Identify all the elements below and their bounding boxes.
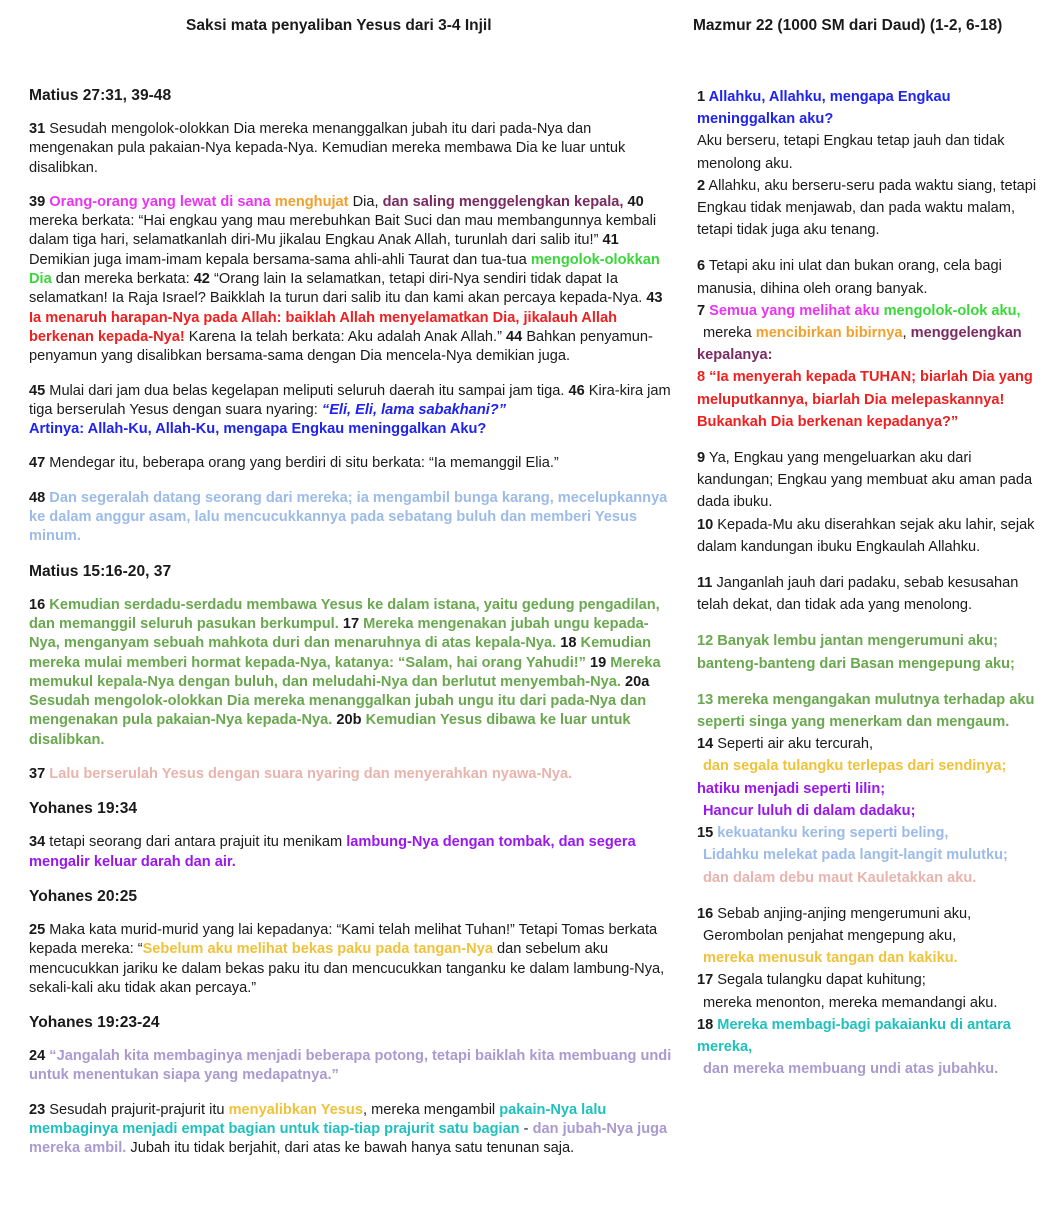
verse-number: 7 xyxy=(697,302,706,319)
verse-highlight: hatiku menjadi seperti lilin; xyxy=(697,780,886,797)
verse-text: Aku berseru, tetapi Engkau tetap jauh dan tidak menolong aku. xyxy=(697,133,1005,172)
paragraph-psalm-12 xyxy=(697,630,1049,674)
verse-number: 18 xyxy=(697,1016,714,1033)
verse-number: 6 xyxy=(697,258,706,275)
verse-highlight: menghujat xyxy=(270,193,349,210)
verse-text: , xyxy=(902,325,911,342)
verse-highlight: dan dalam debu maut Kauletakkan aku. xyxy=(703,869,977,886)
verse-text: Ya, Engkau yang mengeluarkan aku dari kandungan; Engkau yang membuat aku aman pada dada ibuku. xyxy=(697,450,1033,511)
verse-number: 18 xyxy=(556,635,577,652)
right-column-title: Mazmur 22 (1000 SM dari Daud) (1-2, 6-18) xyxy=(693,17,1003,34)
verse-text: dan sebelum aku mencucukkan jariku ke dalam bekas paku itu dan mencucukkan tanganku ke dalam lambung-Nya, sekali-kali aku tidak akan percaya.” xyxy=(29,941,665,996)
paragraph-yohanes-20-25 xyxy=(29,921,674,998)
paragraph-psalm-9-10 xyxy=(697,447,1049,558)
verse-highlight: Mereka membagi-bagi pakaianku di antara mereka, xyxy=(697,1016,1011,1055)
verse-highlight: dan saling menggelengkan kepala, xyxy=(378,193,624,210)
verse-highlight: Mereka memukul kepala-Nya dengan buluh, dan meludahi-Nya dan berlutut menyembah-Nya. xyxy=(29,654,661,690)
verse-text: Sesudah prajurit-prajurit itu xyxy=(45,1101,229,1118)
verse-text: Karena Ia telah berkata: Aku adalah Anak Allah.” xyxy=(184,328,502,345)
paragraph-psalm-16-18 xyxy=(697,903,1049,1081)
verse-number: 13 xyxy=(697,691,714,708)
verse-number: 1 xyxy=(697,89,706,105)
section-title-matius-27: Matius 27:31, 39-48 xyxy=(29,87,172,104)
verse-number: 43 xyxy=(642,290,663,307)
verse-number: 39 xyxy=(29,193,46,210)
verse-text: Mulai dari jam dua belas kegelapan meliputi seluruh daerah itu sampai jam tiga. xyxy=(45,382,565,399)
verse-highlight: mereka mengangakan mulutnya terhadap aku seperti singa yang menerkam dan mengaum. xyxy=(697,691,1035,731)
verse-highlight: Semua yang melihat aku xyxy=(705,302,880,319)
verse-number: 9 xyxy=(697,450,706,467)
left-column-title: Saksi mata penyaliban Yesus dari 3-4 Injil xyxy=(186,17,492,34)
verse-text: Segala tulangku dapat kuhitung; xyxy=(713,972,926,989)
verse-number: 37 xyxy=(29,766,46,783)
verse-text: dan mereka berkata: xyxy=(51,271,190,288)
verse-text: , mereka mengambil xyxy=(362,1101,500,1118)
gospel-accounts-column xyxy=(29,86,674,1174)
verse-number: 40 xyxy=(623,193,644,210)
verse-highlight: mengolok-olok aku, xyxy=(879,302,1021,319)
verse-text: Sebab anjing-anjing mengerumuni aku, xyxy=(713,905,972,922)
verse-text: - xyxy=(519,1120,533,1137)
verse-number: 23 xyxy=(29,1101,46,1118)
verse-number: 44 xyxy=(501,328,523,345)
verse-text: Janganlah jauh dari padaku, sebab kesusahan telah dekat, dan tidak ada yang menolong. xyxy=(697,575,1019,614)
section-title-matius-15: Matius 15:16-20, 37 xyxy=(29,562,172,580)
paragraph-yohanes-19-24 xyxy=(29,1047,674,1086)
verse-text: mereka menonton, mereka memandangi aku. xyxy=(703,994,998,1011)
verse-number: 45 xyxy=(29,382,46,399)
verse-number: 12 xyxy=(697,633,714,650)
verse-highlight: “Ia menyerah kepada TUHAN; biarlah Dia yang meluputkannya, biarlah Dia melepaskannya! Bukankah Dia berkenan kepadanya?” xyxy=(697,369,1033,430)
paragraph-matius-27-39-44 xyxy=(29,193,674,367)
paragraph-psalm-6-8 xyxy=(697,255,1049,433)
verse-number: 17 xyxy=(697,972,714,989)
verse-number: 46 xyxy=(564,382,585,399)
verse-highlight: Mereka mengenakan jubah ungu kepada-Nya, menganyam sebuah mahkota duri dan menaruhnya di atas kepala-Nya. xyxy=(29,615,649,652)
verse-text: Dia, xyxy=(348,193,379,210)
verse-text: Maka kata murid-murid yang lai kepadanya: “Kami telah melihat Tuhan!” Tetapi Tomas berkata kepada mereka: “ xyxy=(29,921,658,958)
paragraph-matius-27-47 xyxy=(29,454,674,473)
paragraph-matius-15-16-20 xyxy=(29,596,674,750)
verse-highlight: Sebelum aku melihat bekas paku pada tangan-Nya xyxy=(142,941,493,958)
paragraph-psalm-11 xyxy=(697,572,1049,616)
psalm-22-column xyxy=(697,86,1049,1094)
paragraph-yohanes-19-34 xyxy=(29,833,674,872)
verse-number: 17 xyxy=(338,615,360,632)
section-title-yohanes-19-34: Yohanes 19:34 xyxy=(29,800,138,818)
verse-number: 47 xyxy=(29,455,46,472)
verse-highlight: “Eli, Eli, lama sabakhani?” xyxy=(317,401,507,418)
paragraph-yohanes-19-23 xyxy=(29,1101,674,1159)
verse-highlight: menggelengkan kepalanya: xyxy=(697,325,1022,364)
verse-number: 20a xyxy=(620,673,650,690)
verse-highlight: Kemudian serdadu-serdadu membawa Yesus ke dalam istana, yaitu gedung pengadilan, dan memanggil seluruh pasukan berkumpul. xyxy=(29,596,660,632)
verse-highlight: Sesudah mengolok-olokkan Dia mereka menanggalkan jubah ungu itu dari pada-Nya dan mengenakan pula pakaian-Nya kepada-Nya. xyxy=(29,693,647,729)
verse-highlight: dan segala tulangku terlepas dari sendinya; xyxy=(703,758,1007,775)
verse-highlight: Lalu berserulah Yesus dengan suara nyaring dan menyerahkan nyawa-Nya. xyxy=(45,766,573,783)
verse-text: Mendegar itu, beberapa orang yang berdiri di situ berkata: “Ia memanggil Elia.” xyxy=(45,455,559,472)
verse-text: Gerombolan penjahat mengepung aku, xyxy=(703,927,957,944)
verse-highlight: Allahku, Allahku, mengapa Engkau meninggalkan aku? xyxy=(697,89,951,128)
section-title-yohanes-20-25: Yohanes 20:25 xyxy=(29,887,138,905)
verse-text: mereka berkata: “Hai engkau yang mau merebuhkan Bait Suci dan mau membangunnya kembali dalam tiga hari, selamatkanlah diri-Mu jikalau Engkau Anak Allah, turunlah dari salib itu!” xyxy=(29,213,657,249)
verse-highlight: Lidahku melekat pada langit-langit mulutku; xyxy=(703,847,1008,864)
verse-number: 10 xyxy=(697,516,714,533)
verse-highlight: Ia menaruh harapan-Nya pada Allah: baiklah Allah menyelamatkan Dia, jikalauh Allah berkenan kepada-Nya! xyxy=(29,309,617,345)
verse-highlight: Banyak lembu jantan mengerumuni aku; banteng-banteng dari Basan mengepung aku; xyxy=(697,633,1015,672)
verse-number: 16 xyxy=(29,596,46,613)
verse-text: mereka xyxy=(703,325,756,342)
verse-number: 24 xyxy=(29,1048,46,1065)
verse-number: 11 xyxy=(697,575,713,592)
verse-text: “Orang lain Ia selamatkan, tetapi diri-Nya sendiri tidak dapat Ia selamatkan! Ia Raja Israel? Baikklah Ia turun dari salib itu dan kami akan percaya kepada-Nya. xyxy=(29,271,643,307)
verse-text: Tetapi aku ini ulat dan bukan orang, cela bagi manusia, dihina oleh orang banyak. xyxy=(697,258,1002,297)
verse-highlight: pakain-Nya lalu membaginya menjadi empat bagian untuk tiap-tiap prajurit satu bagian xyxy=(29,1101,607,1137)
verse-highlight: kekuatanku kering seperti beling, xyxy=(713,825,949,842)
verse-highlight: lambung-Nya dengan tombak, dan segera mengalir keluar darah dan air. xyxy=(29,834,636,870)
verse-number: 14 xyxy=(697,736,714,753)
verse-text: tetapi seorang dari antara prajuit itu menikam xyxy=(45,834,347,851)
verse-text: Kepada-Mu aku diserahkan sejak aku lahir, sejak dalam kandungan ibuku Engkaulah Allahku. xyxy=(697,516,1035,555)
paragraph-psalm-1-2 xyxy=(697,86,1049,241)
verse-highlight: “Jangalah kita membaginya menjadi beberapa potong, tetapi baiklah kita membuang undi untuk menentukan siapa yang medapatnya.” xyxy=(29,1048,672,1084)
verse-number: 31 xyxy=(29,121,46,137)
verse-text: Seperti air aku tercurah, xyxy=(713,736,874,753)
verse-text: Allahku, aku berseru-seru pada waktu siang, tetapi Engkau tidak menjawab, dan pada waktu malam, tetapi tidak juga aku tenang. xyxy=(697,177,1037,239)
verse-text: Kira-kira jam tiga berserulah Yesus dengan suara nyaring: xyxy=(29,382,671,418)
verse-number: 19 xyxy=(585,654,607,671)
verse-highlight: mencibirkan bibirnya xyxy=(755,325,903,342)
verse-text: Jubah itu tidak berjahit, dari atas ke bawah hanya satu tenunan saja. xyxy=(126,1140,575,1157)
verse-number: 20b xyxy=(332,712,362,729)
verse-highlight: mengolok-olokkan Dia xyxy=(29,251,660,288)
verse-number: 8 xyxy=(697,369,706,386)
paragraph-matius-27-31 xyxy=(29,120,674,178)
verse-number: 48 xyxy=(29,489,46,506)
verse-highlight: Orang-orang yang lewat di sana xyxy=(45,193,271,210)
verse-text: Demikian juga imam-imam kepala bersama-sama ahli-ahli Taurat dan tua-tua xyxy=(29,251,527,268)
verse-number: 25 xyxy=(29,921,46,938)
verse-highlight: Dan segeralah datang seorang dari mereka; ia mengambil bunga karang, mecelupkannya ke dalam anggur asam, lalu mencucukkannya pada sebatang buluh dan memberi Yesus minum. xyxy=(29,489,668,545)
paragraph-matius-27-45-46 xyxy=(29,382,674,440)
verse-highlight: menyalibkan Yesus xyxy=(228,1101,363,1118)
verse-text: Sesudah mengolok-olokkan Dia mereka menanggalkan jubah itu dari pada-Nya dan mengenakan pula pakaian-Nya kepada-Nya. Kemudian mereka membawa Dia ke luar untuk disalibkan. xyxy=(29,121,626,176)
verse-text: Bahkan penyamun-penyamun yang disalibkan bersama-sama dengan Dia mencela-Nya demikian juga. xyxy=(29,328,653,365)
verse-highlight: Hancur luluh di dalam dadaku; xyxy=(703,802,916,819)
verse-highlight: Kemudian mereka mulai memberi hormat kepada-Nya, katanya: “Salam, hai orang Yahudi!” xyxy=(29,635,652,671)
paragraph-matius-27-48 xyxy=(29,489,674,547)
verse-number: 41 xyxy=(598,232,619,249)
verse-highlight: Kemudian Yesus dibawa ke luar untuk disalibkan. xyxy=(29,712,631,748)
verse-number: 2 xyxy=(697,177,706,194)
verse-highlight: dan mereka membuang undi atas jubahku. xyxy=(703,1061,999,1078)
section-title-yohanes-19-23: Yohanes 19:23-24 xyxy=(29,1014,160,1032)
verse-number: 15 xyxy=(697,825,714,842)
verse-number: 34 xyxy=(29,834,46,851)
verse-highlight: Artinya: Allah-Ku, Allah-Ku, mengapa Engkau meninggalkan Aku? xyxy=(29,421,487,438)
paragraph-psalm-13-15 xyxy=(697,689,1049,889)
verse-highlight: dan jubah-Nya juga mereka ambil. xyxy=(29,1120,668,1157)
verse-highlight: mereka menusuk tangan dan kakiku. xyxy=(703,950,958,967)
verse-number: 42 xyxy=(189,271,210,288)
verse-number: 16 xyxy=(697,905,714,922)
paragraph-matius-15-37 xyxy=(29,765,674,784)
